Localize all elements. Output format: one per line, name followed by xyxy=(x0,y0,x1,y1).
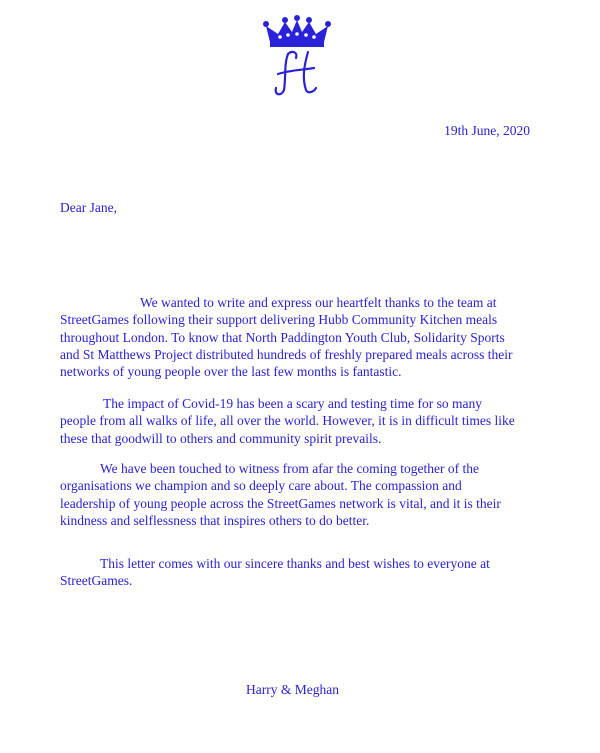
paragraph-line: people from all walks of life, all over the world. However, it is in difficult times like xyxy=(60,413,515,429)
paragraph-line: We wanted to write and express our heartfelt thanks to the team at xyxy=(140,295,497,310)
crown-icon xyxy=(263,15,331,47)
paragraph-line: networks of young people over the last few months is fantastic. xyxy=(60,364,402,380)
paragraph-line: This letter comes with our sincere thanks and best wishes to everyone at xyxy=(100,556,490,571)
salutation: Dear Jane, xyxy=(60,200,117,215)
paragraph-line: StreetGames. xyxy=(60,573,133,589)
paragraph-line: StreetGames following their support delivering Hubb Community Kitchen meals xyxy=(60,312,498,328)
h-monogram-icon xyxy=(276,52,316,94)
signoff: Harry & Meghan xyxy=(246,682,339,697)
paragraph-line: kindness and selflessness that inspires others to do better. xyxy=(60,512,370,528)
body-paragraph xyxy=(60,294,560,380)
paragraph-line: leadership of young people across the StreetGames network is vital, and it is their xyxy=(60,495,501,511)
body-paragraph xyxy=(60,395,560,447)
paragraph-line: and St Matthews Project distributed hundreds of freshly prepared meals across their xyxy=(60,346,513,362)
crown-monogram-logo xyxy=(258,12,336,98)
letter-date: 19th June, 2020 xyxy=(444,123,530,138)
paragraph-line: these that goodwill to others and community spirit prevails. xyxy=(60,430,382,446)
paragraph-line: organisations we champion and so deeply care about. The compassion and xyxy=(60,478,462,494)
paragraph-line: throughout London. To know that North Paddington Youth Club, Solidarity Sports xyxy=(60,329,505,345)
paragraph-line: The impact of Covid-19 has been a scary and testing time for so many xyxy=(103,396,483,411)
paragraph-line: We have been touched to witness from afar the coming together of the xyxy=(100,461,480,476)
body-paragraph xyxy=(60,460,560,529)
body-paragraph xyxy=(60,555,560,590)
